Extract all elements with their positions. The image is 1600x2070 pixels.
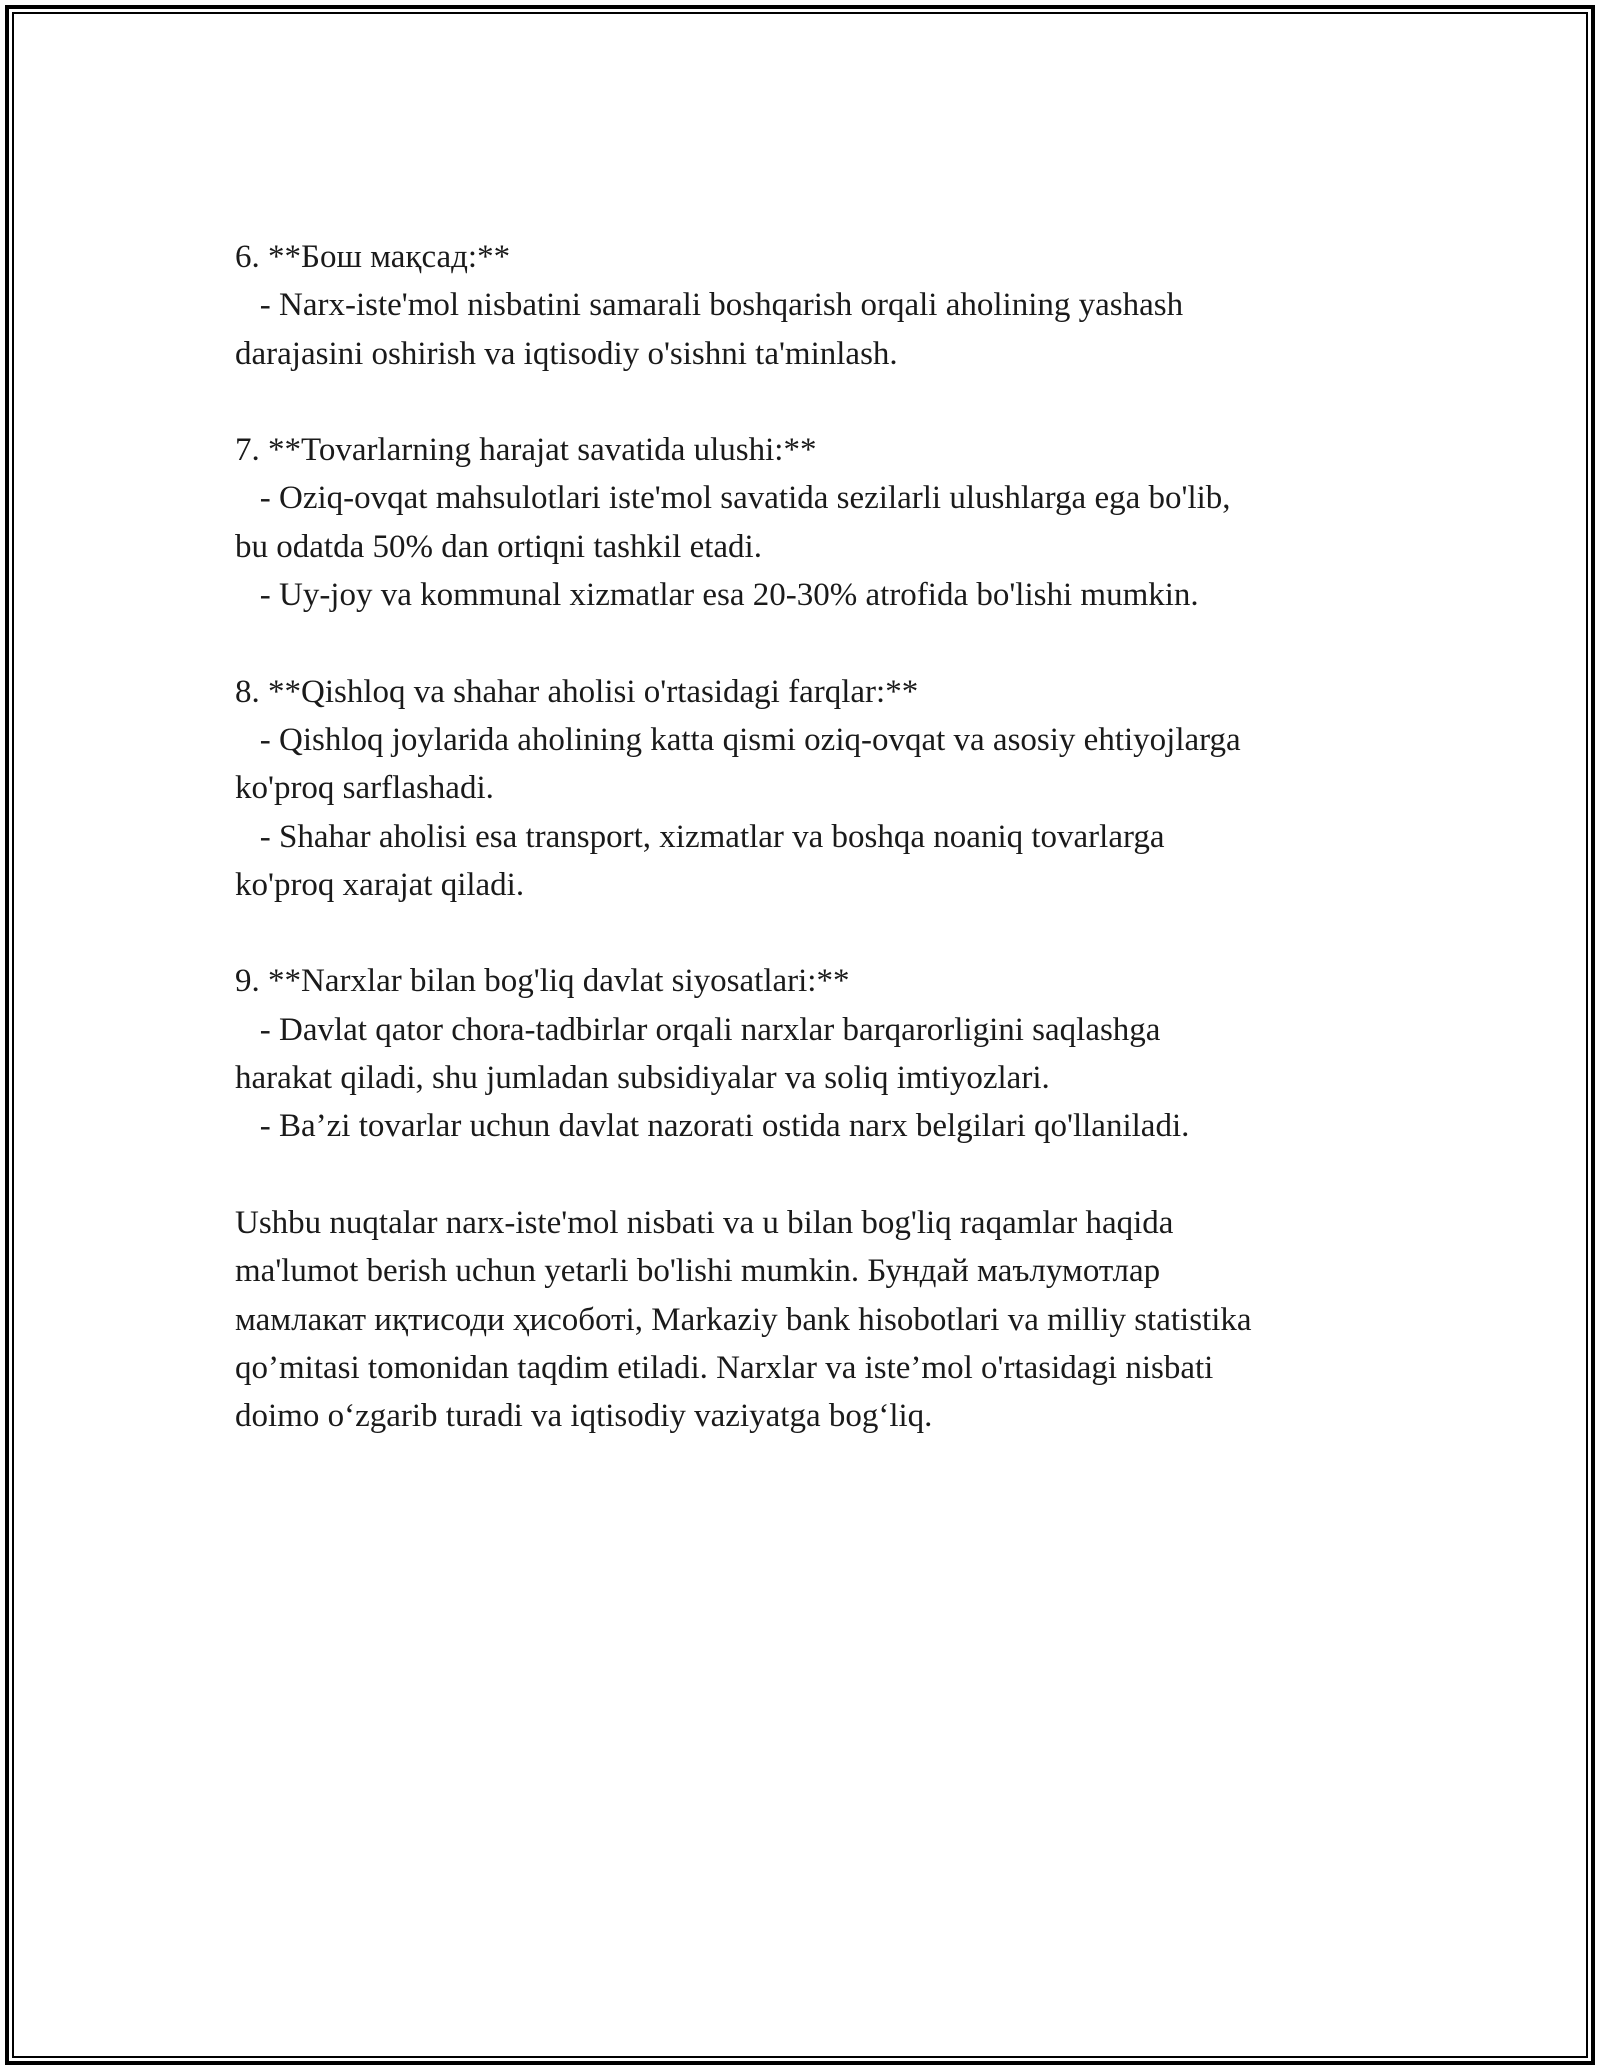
section-7-line-3: - Uy-joy va kommunal xizmatlar esa 20-30% atrofida bo'lishi mumkin. bbox=[235, 577, 1199, 614]
section-7-line-2: bu odatda 50% dan ortiqni tashkil etadi. bbox=[235, 528, 762, 565]
document-body bbox=[235, 233, 1385, 1440]
section-8-line-3: - Shahar aholisi esa transport, xizmatlar va boshqa noaniq tovarlarga bbox=[235, 818, 1165, 855]
section-9-heading: 9. **Narxlar bilan bog'liq davlat siyosatlari:** bbox=[235, 963, 850, 1000]
conclusion-line-3: мамлакат иқтисоди ҳисоботi, Markaziy bank hisobotlari va milliy statistika bbox=[235, 1301, 1252, 1338]
section-8-line-4: ko'proq xarajat qiladi. bbox=[235, 866, 525, 903]
conclusion-line-4: qo’mitasi tomonidan taqdim etiladi. Narxlar va iste’mol o'rtasidagi nisbati bbox=[235, 1349, 1214, 1386]
section-6-line-2: darajasini oshirish va iqtisodiy o'sishni ta'minlash. bbox=[235, 335, 898, 372]
conclusion-line-2: ma'lumot berish uchun yetarli bo'lishi mumkin. Бундай маълумотлар bbox=[235, 1253, 1161, 1290]
section-9-line-3: - Ba’zi tovarlar uchun davlat nazorati ostida narx belgilari qo'llaniladi. bbox=[235, 1108, 1190, 1145]
section-8-line-1: - Qishloq joylarida aholining katta qismi oziq-ovqat va asosiy ehtiyojlarga bbox=[235, 721, 1241, 758]
section-6-line-1: - Narx-iste'mol nisbatini samarali boshqarish orqali aholining yashash bbox=[235, 287, 1184, 324]
section-8-heading: 8. **Qishloq va shahar aholisi o'rtasidagi farqlar:** bbox=[235, 673, 919, 710]
conclusion-line-5: doimo o‘zgarib turadi va iqtisodiy vaziyatga bog‘liq. bbox=[235, 1398, 933, 1435]
section-8-line-2: ko'proq sarflashadi. bbox=[235, 770, 494, 807]
paragraph-gap bbox=[235, 619, 1385, 667]
conclusion-line-1: Ushbu nuqtalar narx-iste'mol nisbati va u bilan bog'liq raqamlar haqida bbox=[235, 1204, 1174, 1241]
section-7-line-1: - Oziq-ovqat mahsulotlari iste'mol savatida sezilarli ulushlarga ega bo'lib, bbox=[235, 480, 1231, 517]
section-9-line-2: harakat qiladi, shu jumladan subsidiyalar va soliq imtiyozlari. bbox=[235, 1060, 1050, 1097]
section-6-heading: 6. **Бош мақсад:** bbox=[235, 239, 511, 275]
paragraph-gap bbox=[235, 1151, 1385, 1199]
section-7-heading: 7. **Tovarlarning harajat savatida ulushi:** bbox=[235, 432, 817, 469]
paragraph-gap bbox=[235, 378, 1385, 426]
section-9-line-1: - Davlat qator chora-tadbirlar orqali narxlar barqarorligini saqlashga bbox=[235, 1011, 1161, 1048]
paragraph-gap bbox=[235, 909, 1385, 957]
